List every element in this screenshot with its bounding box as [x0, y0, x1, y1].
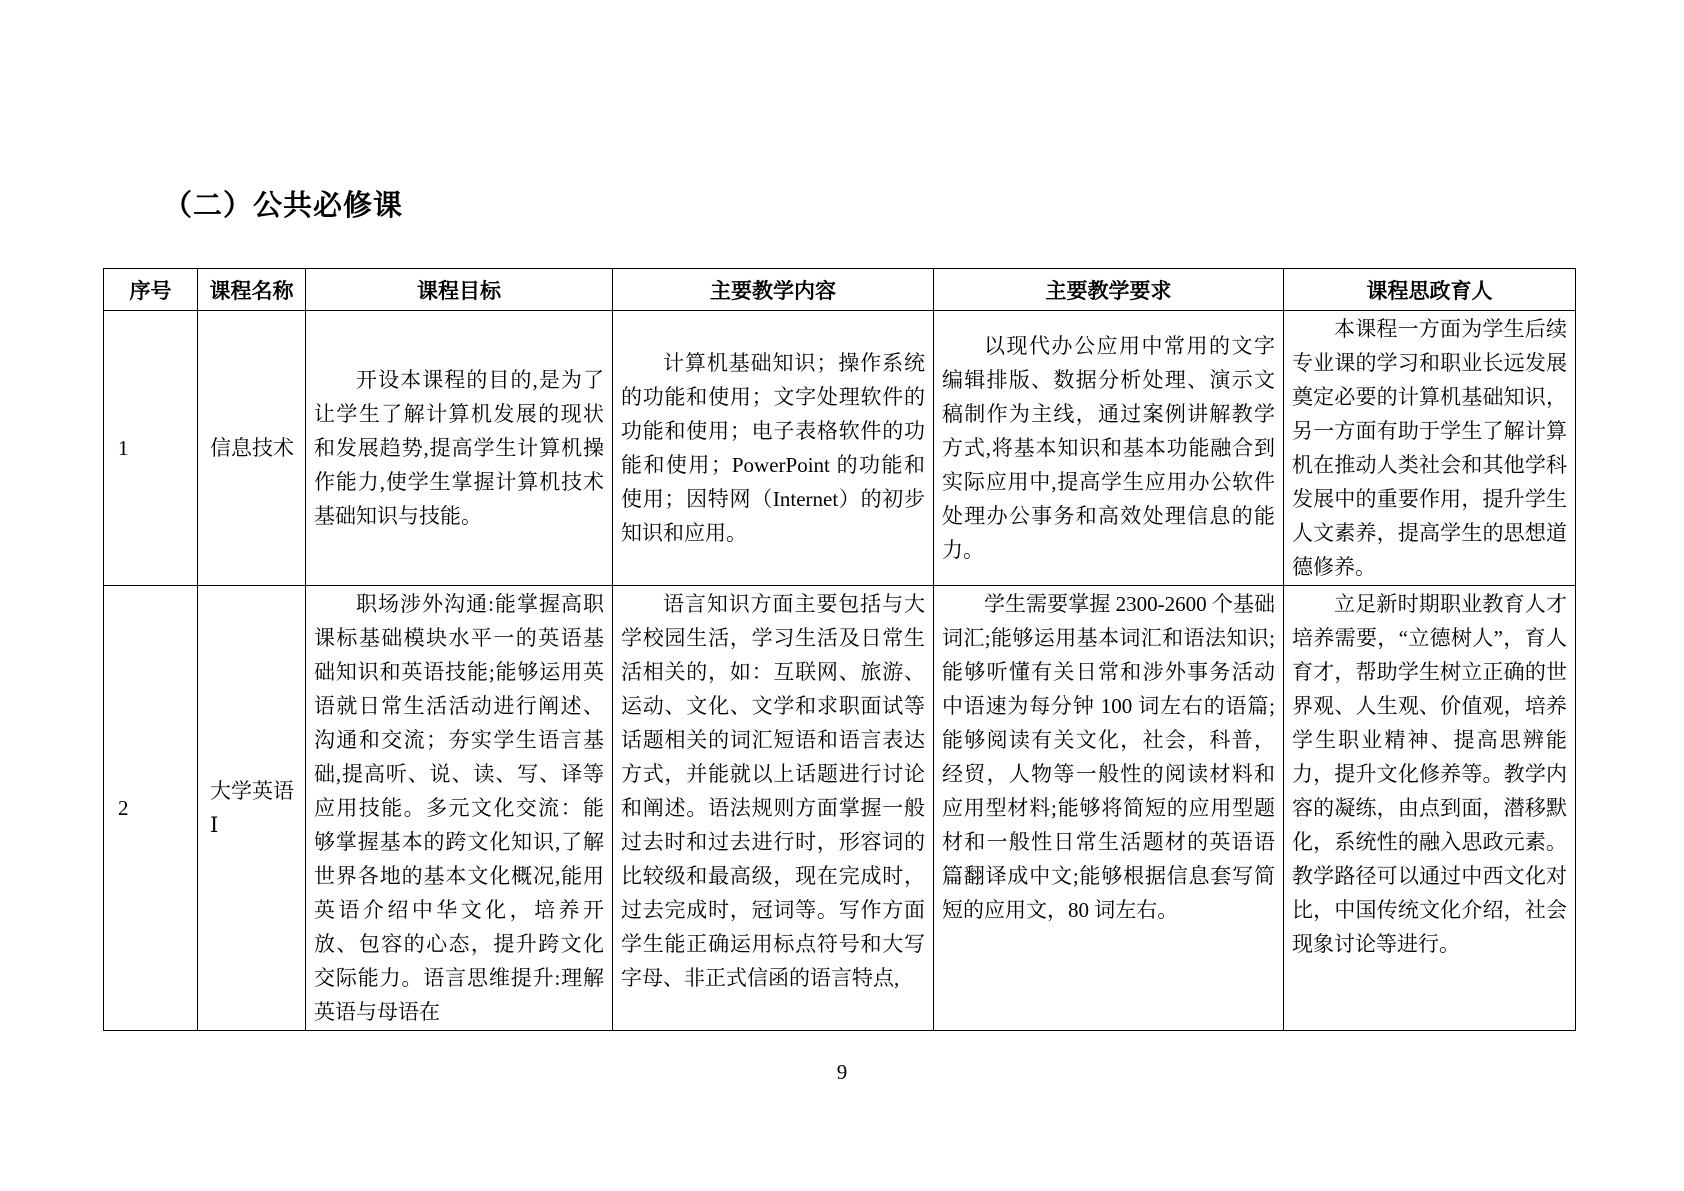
header-objective: 课程目标	[306, 269, 613, 311]
table-header-row	[104, 269, 1576, 311]
row2-course-name: 大学英语Ⅰ	[198, 586, 306, 1031]
row1-requirement: 以现代办公应用中常用的文字编辑排版、数据分析处理、演示文稿制作为主线，通过案例讲解教学方式,将基本知识和基本功能融合到实际应用中,提高学生应用办公软件处理办公事务和高效处理信息的能力。	[934, 311, 1284, 586]
row2-requirement: 学生需要掌握 2300-2600 个基础词汇;能够运用基本词汇和语法知识;能够听懂有关日常和涉外事务活动中语速为每分钟 100 词左右的语篇;能够阅读有关文化，社会，科普，经贸，人物等一般性的阅读材料和应用型材料;能够将简短的应用型题材和一般性日常生活题材的英语语篇翻译成中文;能够根据信息套写简短的应用文，80 词左右。	[934, 586, 1284, 1031]
header-course-name: 课程名称	[198, 269, 306, 311]
header-seq-no: 序号	[104, 269, 198, 311]
row2-ideology: 立足新时期职业教育人才培养需要，“立德树人”，育人育才，帮助学生树立正确的世界观、人生观、价值观，培养学生职业精神、提高思辨能力，提升文化修养等。教学内容的凝练，由点到面，潜移默化，系统性的融入思政元素。教学路径可以通过中西文化对比，中国传统文化介绍，社会现象讨论等进行。	[1284, 586, 1576, 1031]
row1-objective: 开设本课程的目的,是为了让学生了解计算机发展的现状和发展趋势,提高学生计算机操作能力,使学生掌握计算机技术基础知识与技能。	[306, 311, 613, 586]
row2-objective: 职场涉外沟通:能掌握高职课标基础模块水平一的英语基础知识和英语技能;能够运用英语就日常生活活动进行阐述、沟通和交流；夯实学生语言基础,提高听、说、读、写、译等应用技能。多元文化交流：能够掌握基本的跨文化知识,了解世界各地的基本文化概况,能用英语介绍中华文化，培养开放、包容的心态，提升跨文化交际能力。语言思维提升:理解英语与母语在	[306, 586, 613, 1031]
row1-ideology: 本课程一方面为学生后续专业课的学习和职业长远发展奠定必要的计算机基础知识，另一方面有助于学生了解计算机在推动人类社会和其他学科发展中的重要作用，提升学生人文素养，提高学生的思想道德修养。	[1284, 311, 1576, 586]
row2-seq-no: 2	[104, 586, 198, 1031]
table-row	[104, 586, 1576, 1031]
table-row	[104, 311, 1576, 586]
row1-content: 计算机基础知识；操作系统的功能和使用；文字处理软件的功能和使用；电子表格软件的功能和使用；PowerPoint 的功能和使用；因特网（Internet）的初步知识和应用。	[613, 311, 934, 586]
header-ideology: 课程思政育人	[1284, 269, 1576, 311]
header-content: 主要教学内容	[613, 269, 934, 311]
row1-course-name: 信息技术	[198, 311, 306, 586]
row1-seq-no: 1	[104, 311, 198, 586]
course-table	[103, 268, 1576, 1031]
page-number: 9	[836, 1060, 848, 1084]
row2-content: 语言知识方面主要包括与大学校园生活，学习生活及日常生活相关的，如：互联网、旅游、运动、文化、文学和求职面试等话题相关的词汇短语和语言表达方式，并能就以上话题进行讨论和阐述。语法规则方面掌握一般过去时和过去进行时，形容词的比较级和最高级，现在完成时，过去完成时，冠词等。写作方面学生能正确运用标点符号和大写字母、非正式信函的语言特点,	[613, 586, 934, 1031]
header-requirement: 主要教学要求	[934, 269, 1284, 311]
section-title: （二）公共必修课	[163, 190, 404, 222]
